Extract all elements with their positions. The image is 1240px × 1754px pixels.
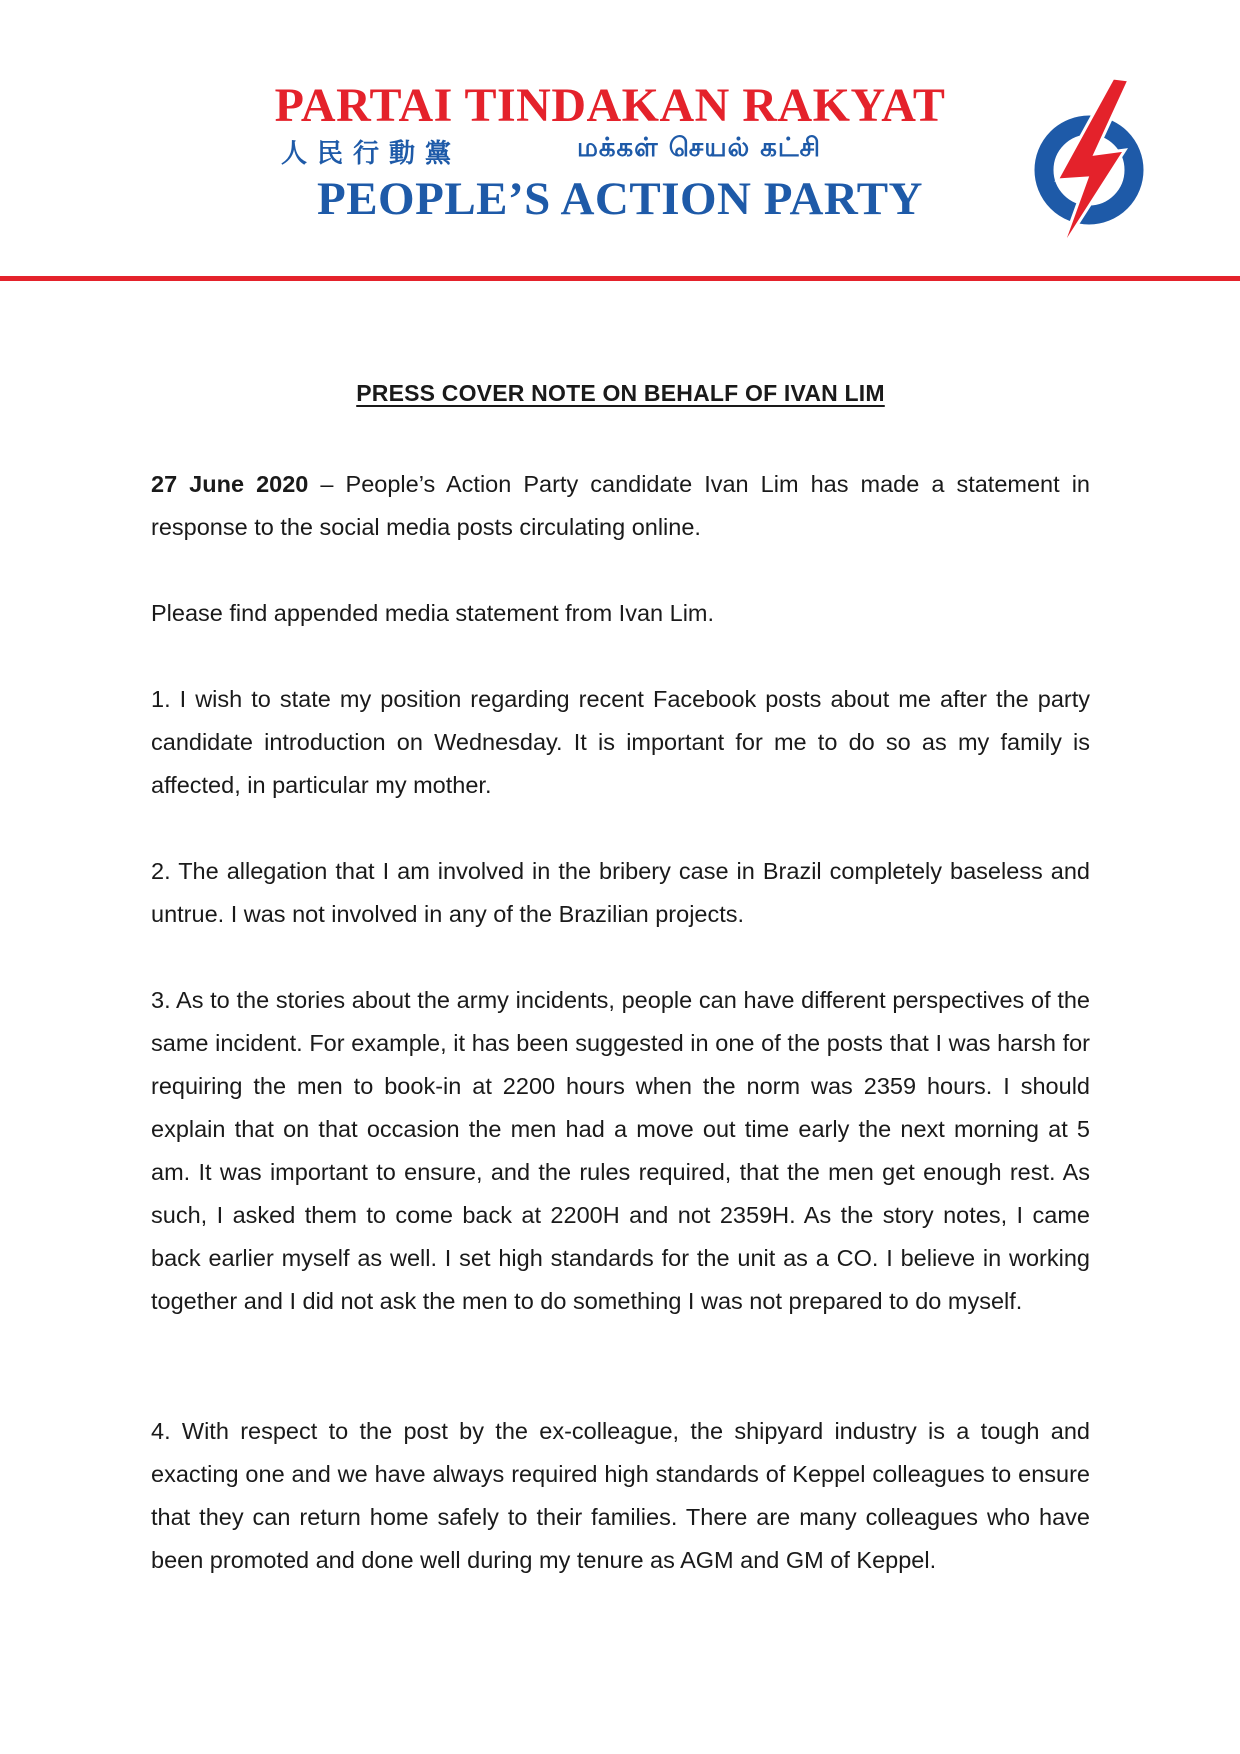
document-title: PRESS COVER NOTE ON BEHALF OF IVAN LIM — [356, 380, 885, 406]
intro-text: – People’s Action Party candidate Ivan Lim has made a statement in response to the social media posts circulating online. — [151, 471, 1090, 540]
statement-point-3: 3. As to the stories about the army incidents, people can have different perspectives of the same incident. For example, it has been suggested in one of the posts that I was harsh for requiring the men to book-in at 2200 hours when the norm was 2359 hours. I should explain that on that occasion the men had a move out time early the next morning at 5 am. It was important to ensure, and the rules required, that the men get enough rest. As such, I asked them to come back at 2200H and not 2359H. As the story notes, I came back earlier myself as well. I set high standards for the unit as a CO. I believe in working together and I did not ask the men to do something I was not prepared to do myself. — [151, 987, 1090, 1314]
statement-point-4: 4. With respect to the post by the ex-colleague, the shipyard industry is a tough and exacting one and we have always required high standards of Keppel colleagues to ensure that they can return home safely to their families. There are many colleagues who have been promoted and done well during my tenure as AGM and GM of Keppel. — [151, 1418, 1090, 1573]
intro-date: 27 June 2020 — [151, 471, 309, 497]
intro-paragraph — [151, 463, 1090, 549]
party-name-tamil: மக்கள் செயல் கட்சி — [577, 133, 821, 163]
statement-point-2: 2. The allegation that I am involved in the bribery case in Brazil completely baseless and untrue. I was not involved in any of the Brazilian projects. — [151, 858, 1090, 927]
statement-point-1: 1. I wish to state my position regarding recent Facebook posts about me after the party candidate introduction on Wednesday. It is important for me to do so as my family is affected, in particular my mother. — [151, 686, 1090, 798]
party-name-chinese: 人民行動黨 — [281, 139, 462, 169]
letterhead — [0, 0, 1240, 290]
header-divider — [0, 276, 1240, 281]
appended-note: Please find appended media statement from Ivan Lim. — [151, 600, 715, 626]
party-name-malay: PARTAI TINDAKAN RAKYAT — [274, 79, 946, 132]
party-name-english: PEOPLE’S ACTION PARTY — [317, 173, 923, 225]
pap-lightning-logo-icon — [1025, 78, 1160, 258]
